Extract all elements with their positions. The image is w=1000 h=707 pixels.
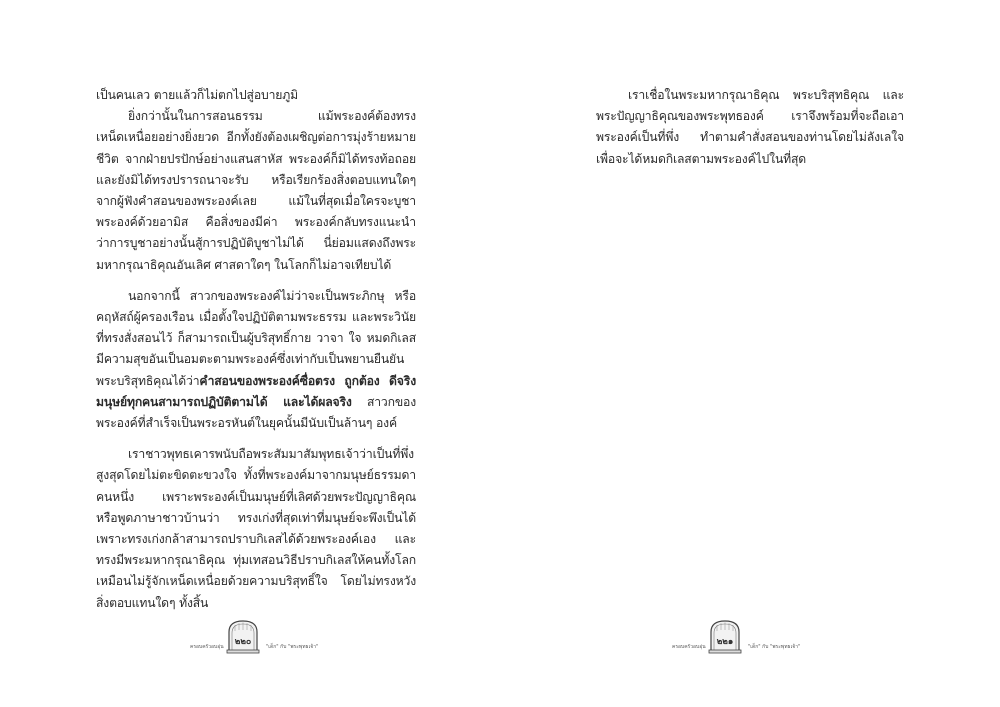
paragraph-3-start: นอกจากนี้ สาวกของพระองค์ไม่ว่าจะเป็นพระภิกษุ หรือคฤหัสถ์ผู้ครองเรือน เมื่อตั้งใจปฏิบัติตามพระธรรม และพระวินัยที่ทรงสั่งสอนไว้ ก็สามารถเป็นผู้บริสุทธิ์กาย วาจา ใจ หมดกิเลส มีความสุขอันเป็นอมตะตามพระองค์ซึ่งเท่ากับเป็นพยานยืนยันพระบริสุทธิคุณได้ว่า bbox=[96, 288, 416, 388]
paragraph-1: เป็นคนเลว ตายแล้วก็ไม่ตกไปสู่อบายภูมิ bbox=[96, 88, 299, 102]
footer-book-title: ครอบครัวอบอุ่น bbox=[672, 644, 706, 650]
right-page bbox=[500, 0, 1000, 707]
footer-book-title: ครอบครัวอบอุ่น bbox=[190, 644, 224, 650]
paragraph-2: ยิ่งกว่านั้นในการสอนธรรม แม้พระองค์ต้องทรงเหน็ดเหนื่อยอย่างยิ่งยวด อีกทั้งยังต้องเผชิญต่อการมุ่งร้ายหมายชีวิต จากฝ่ายปรปักษ์อย่างแสนสาหัส พระองค์ก็มิได้ทรงท้อถอย และยังมิได้ทรงปรารถนาจะรับ หรือเรียกร้องสิ่งตอบแทนใดๆ จากผู้ฟังคำสอนของพระองค์เลย แม้ในที่สุดเมื่อใครจะบูชาพระองค์ด้วยอามิส คือสิ่งของมีค่า พระองค์กลับทรงแนะนำว่าการบูชาอย่างนั้นสู้การปฏิบัติบูชาไม่ได้ นี่ย่อมแสดงถึงพระมหากรุณาธิคุณอันเลิศ ศาสดาใดๆ ในโลกก็ไม่อาจเทียบได้ bbox=[96, 109, 416, 272]
left-body-text bbox=[96, 85, 416, 614]
left-footer bbox=[190, 618, 370, 658]
page-number: ๒๒๐ bbox=[234, 637, 252, 647]
paragraph-3-end: สาวกของพระองค์ที่สำเร็จเป็นพระอรหันต์ในยุคนั้นมีนับเป็นล้านๆ องค์ bbox=[96, 394, 417, 431]
paragraph-1: เราเชื่อในพระมหากรุณาธิคุณ พระบริสุทธิคุณ และพระปัญญาธิคุณของพระพุทธองค์ เราจึงพร้อมที่จะถือเอาพระองค์เป็นที่พึ่ง ทำตามคำสั่งสอนของท่านโดยไม่ลังเลใจ เพื่อจะได้หมดกิเลสตามพระองค์ไปในที่สุด bbox=[596, 88, 904, 166]
paragraph-4: เราชาวพุทธเคารพนับถือพระสัมมาสัมพุทธเจ้าว่าเป็นที่พึ่งสูงสุดโดยไม่ตะขิดตะขวงใจ ทั้งที่พระองค์มาจากมนุษย์ธรรมดาคนหนึ่ง เพราะพระองค์เป็นมนุษย์ที่เลิศด้วยพระปัญญาธิคุณ หรือพูดภาษาชาวบ้านว่า ทรงเก่งที่สุดเท่าที่มนุษย์จะพึงเป็นได้ เพราะทรงเก่งกล้าสามารถปราบกิเลสได้ด้วยพระองค์เอง และทรงมีพระมหากรุณาธิคุณ ทุ่มเทสอนวิธีปราบกิเลสให้คนทั้งโลก เหมือนไม่รู้จักเหน็ดเหนื่อยด้วยความบริสุทธิ์ใจ โดยไม่ทรงหวังสิ่งตอบแทนใดๆ ทั้งสิ้น bbox=[96, 447, 416, 610]
right-footer bbox=[672, 618, 852, 658]
paragraph-3 bbox=[96, 286, 416, 434]
page-number-frame bbox=[225, 618, 261, 654]
paragraph-3-bold: คำสอนของพระองค์ซื่อตรง ถูกต้อง ดีจริง มนุษย์ทุกคนสามารถปฏิบัติตามได้ และได้ผลจริง bbox=[96, 373, 416, 409]
right-body-text bbox=[596, 85, 904, 170]
footer-chapter-title: "เด็ก" กับ "พระพุทธเจ้า" bbox=[748, 644, 801, 650]
footer-chapter-title: "เด็ก" กับ "พระพุทธเจ้า" bbox=[266, 644, 319, 650]
page-number-frame bbox=[707, 618, 743, 654]
page-number: ๒๒๑ bbox=[716, 637, 734, 647]
